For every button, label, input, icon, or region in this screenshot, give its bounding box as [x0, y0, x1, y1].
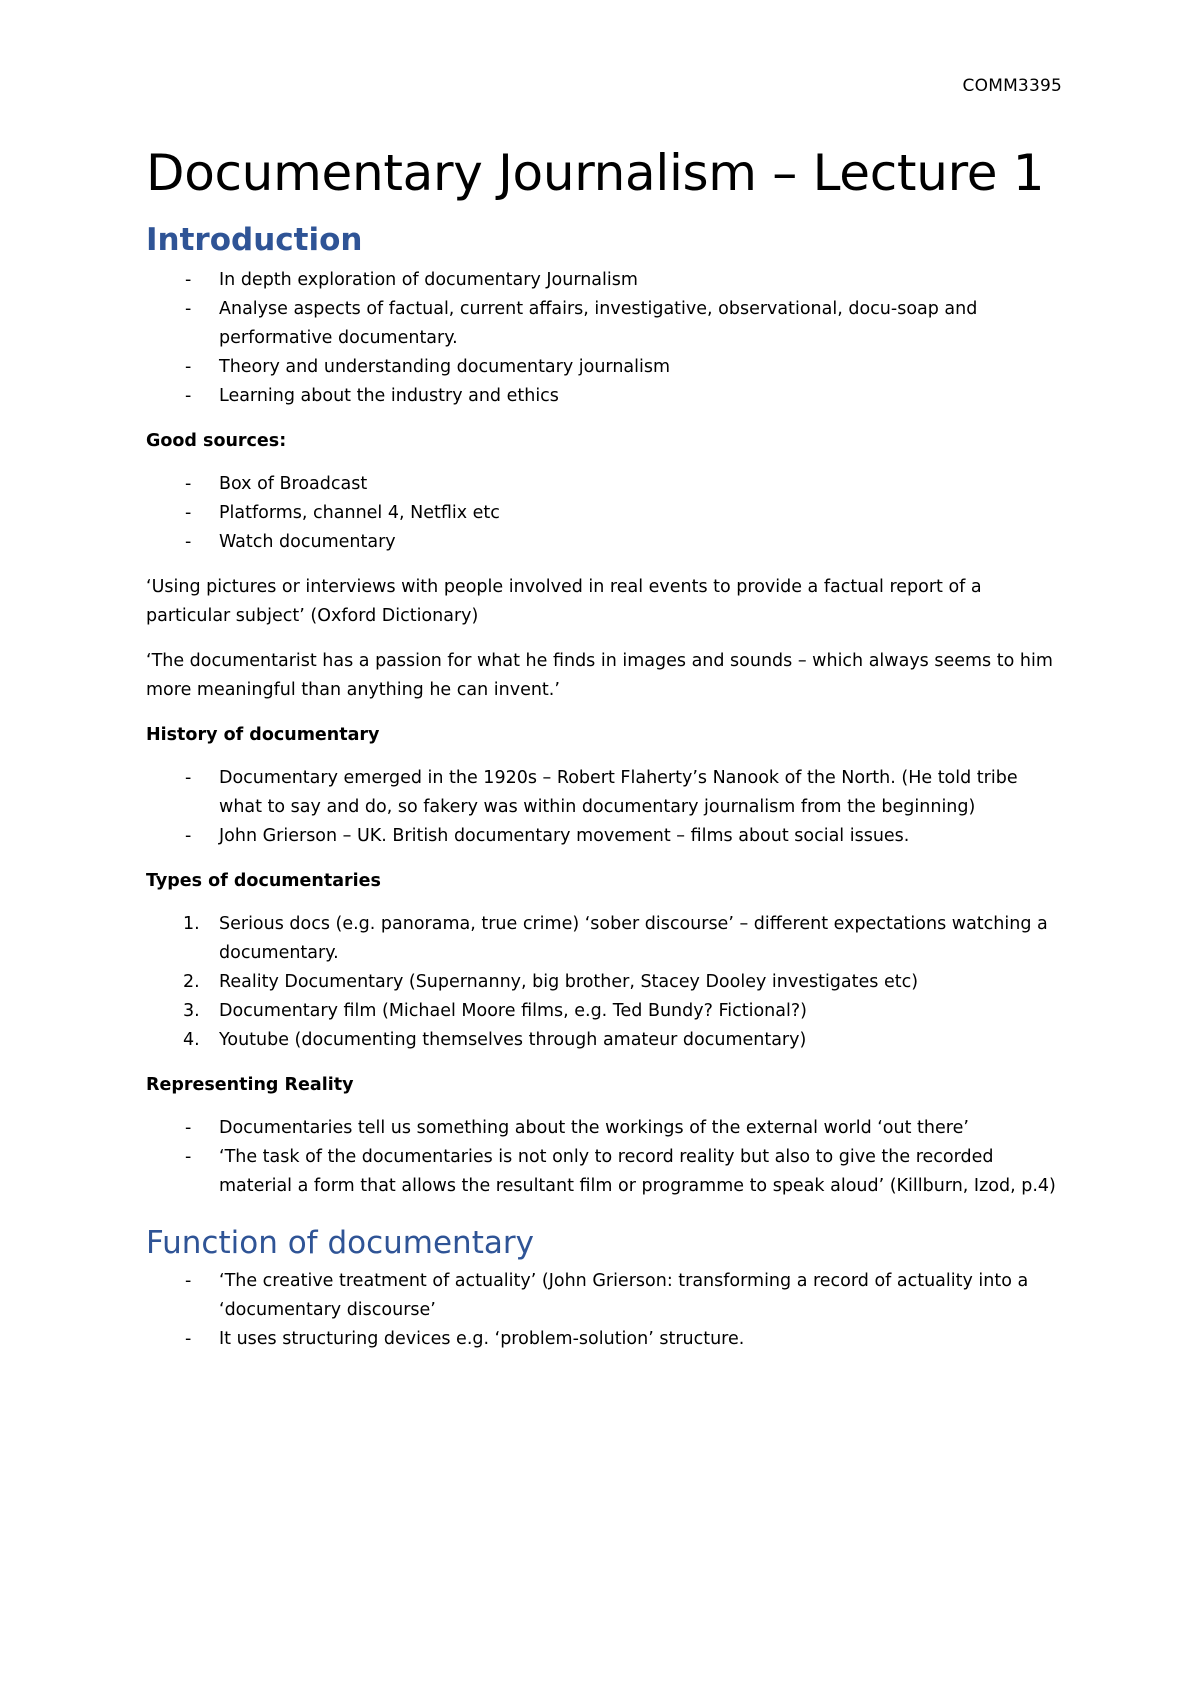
function-heading: Function of documentary: [146, 1225, 534, 1261]
list-item: - Theory and understanding documentary journalism: [185, 357, 671, 377]
list-item: - Box of Broadcast: [185, 474, 368, 494]
list-item: - John Grierson – UK. British documentary movement – films about social issues.: [185, 826, 910, 846]
quote-documentarist: ‘The documentarist has a passion for what he finds in images and sounds – which always seems to him more meaningful than anything he can invent.’: [146, 651, 1053, 700]
list-item: - Documentary emerged in the 1920s – Robert Flaherty’s Nanook of the North. (He told tribe what to say and do, so fakery was within documentary journalism from the beginning): [185, 768, 1018, 817]
list-item: 4. Youtube (documenting themselves through amateur documentary): [183, 1030, 807, 1050]
list-item: 3. Documentary film (Michael Moore films, e.g. Ted Bundy? Fictional?): [183, 1001, 807, 1021]
reality-list: [146, 1114, 1066, 1201]
list-item: - Analyse aspects of factual, current affairs, investigative, observational, docu-soap and performative documentary.: [185, 299, 978, 348]
list-item: - Documentaries tell us something about the workings of the external world ‘out there’: [185, 1118, 969, 1138]
list-item: - ‘The creative treatment of actuality’ (John Grierson: transforming a record of actuality into a ‘documentary discourse’: [185, 1271, 1029, 1320]
history-list: [146, 764, 1066, 851]
page-title: Documentary Journalism – Lecture 1: [146, 144, 1045, 202]
list-item: 2. Reality Documentary (Supernanny, big brother, Stacey Dooley investigates etc): [183, 972, 919, 992]
list-item: - Watch documentary: [185, 532, 396, 552]
course-code: COMM3395: [962, 76, 1062, 96]
sources-heading: Good sources:: [146, 431, 287, 451]
function-list: [146, 1267, 1066, 1354]
list-item: 1. Serious docs (e.g. panorama, true crime) ‘sober discourse’ – different expectations watching a documentary.: [183, 914, 1048, 963]
list-item: - In depth exploration of documentary Journalism: [185, 270, 638, 290]
reality-heading: Representing Reality: [146, 1075, 354, 1095]
document-body: [146, 140, 1066, 1354]
sources-list: [146, 470, 1066, 557]
types-list: [146, 910, 1066, 1055]
types-heading: Types of documentaries: [146, 871, 381, 891]
list-item: - Learning about the industry and ethics: [185, 386, 559, 406]
introduction-list: [146, 266, 1066, 411]
list-item: - It uses structuring devices e.g. ‘problem-solution’ structure.: [185, 1329, 745, 1349]
introduction-heading: Introduction: [146, 222, 363, 258]
list-item: - ‘The task of the documentaries is not only to record reality but also to give the recorded material a form that allows the resultant film or programme to speak aloud’ (Killburn, Izod, p.4): [185, 1147, 1056, 1196]
quote-oxford: ‘Using pictures or interviews with people involved in real events to provide a factual report of a particular subject’ (Oxford Dictionary): [146, 577, 982, 626]
history-heading: History of documentary: [146, 725, 380, 745]
list-item: - Platforms, channel 4, Netflix etc: [185, 503, 500, 523]
